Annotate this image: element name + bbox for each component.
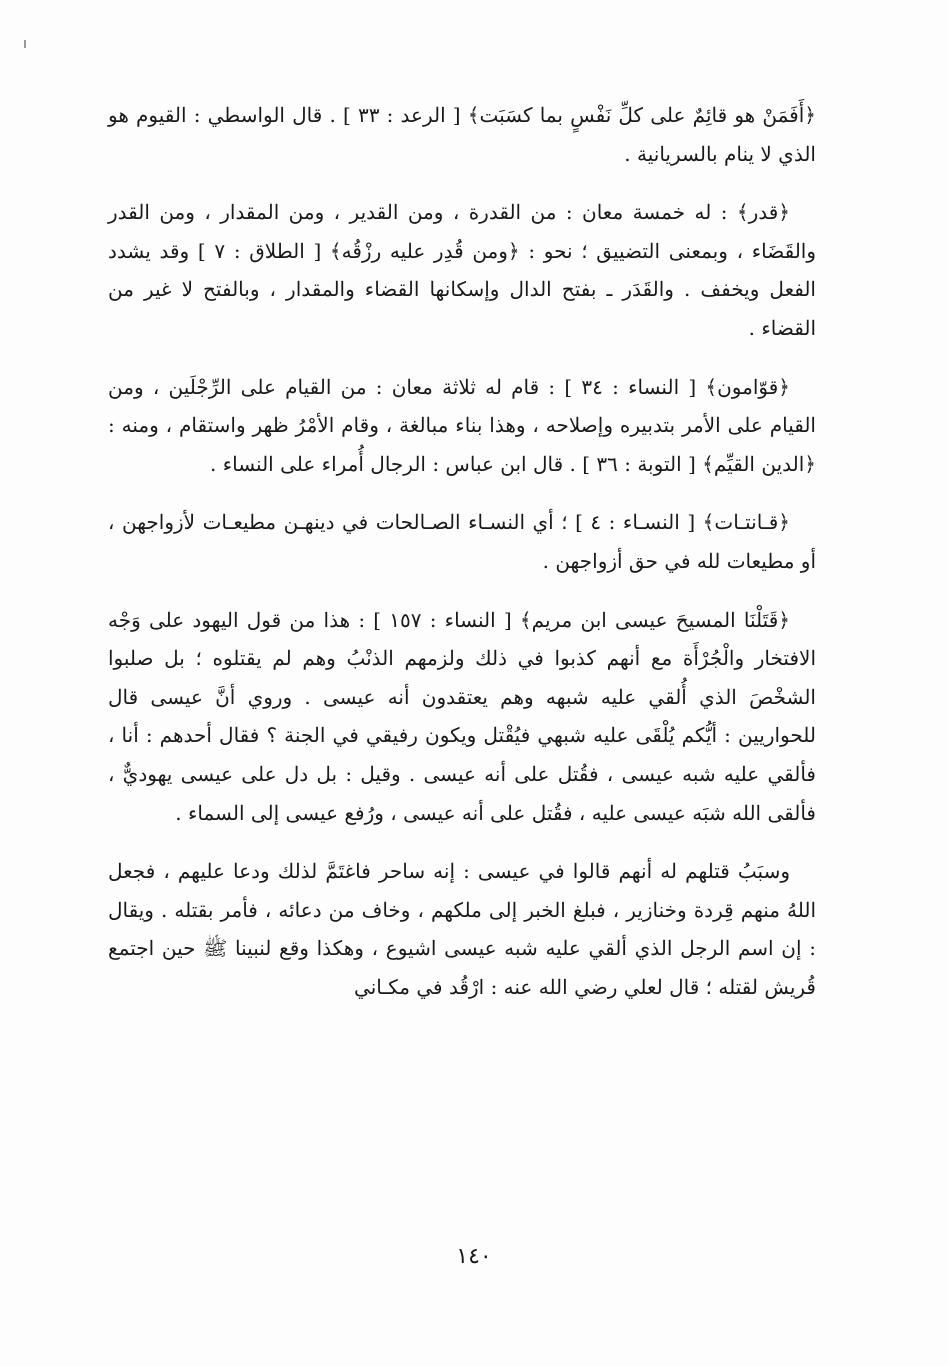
paragraph-qawwamun: ﴿قوّامون﴾ [ النساء : ٣٤ ] : قام له ثلاثة معان : من القيام على الرِّجْلَين ، ومن القيام على الأمر بتدبيره وإصلاحه ، وهذا بناء مبالغة ، وقام الأمْرُ ظهر واستقام ، ومنه : ﴿الدين القيِّم﴾ [ التوبة : ٣٦ ] . قال ابن عباس : الرجال أُمراء على النساء . [108,374,816,476]
paragraph-qayyum: ﴿أَفَمَنْ هو قائِمٌ على كلِّ نَفْسٍ بما كسَبَت﴾ [ الرعد : ٣٣ ] . قال الواسطي : القيوم هو الذي لا ينام بالسريانية . [108,103,816,166]
scan-mark [24,40,26,48]
main-text [108,96,816,1026]
page-number: ١٤٠ [456,1244,492,1269]
paragraph-qatalna: ﴿قَتَلْنَا المسيحَ عيسى ابن مريم﴾ [ النساء : ١٥٧ ] : هذا من قول اليهود على وَجْه الافتخار والْجُرْأَة مع أنهم كذبوا في ذلك ولزمهم الذنْبُ وهم لم يقتلوه ؛ بل صلبوا الشخْصَ الذي أُلقي عليه شبهه وهم يعتقدون أنه عيسى . وروي أنَّ عيسى قال للحواريين : أيُّكم يُلْقَى عليه شبهي فيُقْتل ويكون رفيقي في الجنة ؟ فقال أحدهم : أنا ، فألقي عليه شبه عيسى ، فقُتل على أنه عيسى . وقيل : بل دل على عيسى يهوديٌّ ، فألقى الله شبَه عيسى عليه ، فقُتل على أنه عيسى ، ورُفع عيسى إلى السماء . [108,607,816,825]
paragraph-qanitat: ﴿قـانتـات﴾ [ النسـاء : ٤ ] ؛ أي النسـاء الصـالحات في دينهـن مطيعـات لأزواجهن ، أو مطيعات لله في حق أزواجهن . [108,510,816,573]
paragraph-qadr: ﴿قدر﴾ : له خمسة معان : من القدرة ، ومن القدير ، ومن المقدار ، ومن القدر والقَضَاء ، وبمعنى التضييق ؛ نحو : ﴿ومن قُدِر عليه رزْقُه﴾ [ الطلاق : ٧ ] وقد يشدد الفعل ويخفف . والقَدَر ـ بفتح الدال وإسكانها القضاء والمقدار ، وبالفتح لا غير من القضاء . [108,200,816,340]
paragraph-sabab-qatlihim: وسبَبُ قتلهم له أنهم قالوا في عيسى : إنه ساحر فاغتَمَّ لذلك ودعا عليهم ، فجعل اللهُ منهم قِردة وخنازير ، فبلغ الخبر إلى ملكهم ، وخاف من دعائه ، فأمر بقتله . ويقال : إن اسم الرجل الذي ألقي عليه شبه عيسى اشيوع ، وهكذا وقع لنبينا ﷺ حين اجتمع قُريش لقتله ؛ قال لعلي رضي الله عنه : ارْقُد في مكـاني [108,859,816,999]
